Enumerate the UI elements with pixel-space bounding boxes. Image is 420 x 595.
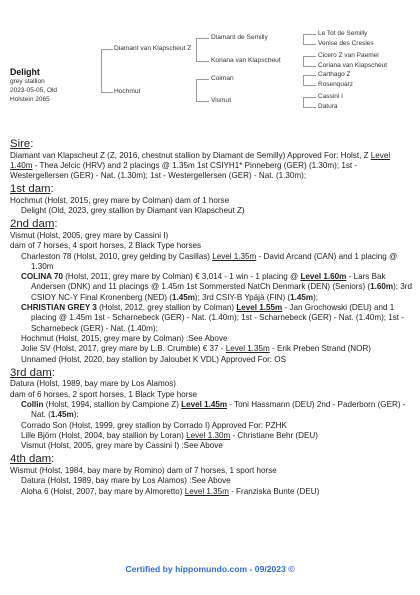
ped-line xyxy=(101,49,113,50)
ped-sdd: Coriana van Klapscheut xyxy=(318,62,388,69)
offspring-aloha: Aloha 6 (Holst, 2007, bay mare by Almoretto) Level 1.35m - Franziska Bunte (DEU) xyxy=(21,486,320,496)
ped-line xyxy=(101,49,102,93)
level-link[interactable]: Level 1.55m xyxy=(236,303,283,313)
certified-footer[interactable]: Certified by hippomundo.com - 09/2023 © xyxy=(125,564,295,574)
horse-description: grey stallion xyxy=(10,78,45,85)
level-link[interactable]: Level 1.35m xyxy=(184,486,229,496)
section-sire-heading: Sire: xyxy=(10,138,34,150)
ped-sire: Diamant van Klapscheut Z xyxy=(114,45,192,52)
ped-dam-sire: Colman xyxy=(211,75,234,82)
dam2-summary: dam of 7 horses, 4 sport horses, 2 Black Type horses xyxy=(10,241,202,251)
ped-dam-dam: Vismut xyxy=(211,97,232,104)
ped-line xyxy=(196,38,197,62)
level-link[interactable]: Level 1.35m xyxy=(212,251,257,261)
dam1-line: Hochmut (Holst, 2015, grey mare by Colman) dam of 1 horse xyxy=(10,195,230,205)
ped-line xyxy=(303,34,316,35)
ped-line xyxy=(303,56,316,57)
level-link[interactable]: Level 1.60m xyxy=(300,272,347,282)
ped-sss: Le Tot de Semilly xyxy=(318,30,368,37)
ped-line xyxy=(196,38,209,39)
ped-sds: Cicero Z van Paemel xyxy=(318,52,379,59)
horse-name: Delight xyxy=(10,67,40,77)
ped-dam: Hochmut xyxy=(114,88,141,95)
ped-line xyxy=(303,75,316,76)
level-link[interactable]: Level 1.45m xyxy=(181,399,228,409)
sire-record: Diamant van Klapscheut Z (Z, 2016, chestnut stallion by Diamant de Semilly) Approved For: Holst, Z Level 1.40m - Thea Jelcic (HRV) and 2 placings @ 1.35m 1st CSIYH1* Pinneberg (GER) (1.30m); 1st - Westergellersen (GER) - Nat. (1.30m); 1st - Westergellersen (GER) - Nat. (1.30m); xyxy=(10,150,391,181)
level-link[interactable]: Level 1.35m xyxy=(225,344,270,354)
section-dam4-heading: 4th dam: xyxy=(10,453,55,466)
ped-dsd: Rosenquarz xyxy=(318,81,354,88)
dam2-line: Vismut (Holst, 2005, grey mare by Cassini I) xyxy=(10,230,169,240)
ped-line xyxy=(303,85,316,86)
ped-line xyxy=(196,79,209,80)
ped-dss: Carthago Z xyxy=(318,71,351,78)
offspring-corrado: Corrado Son (Holst, 1999, grey stallion by Corrado I) Approved For: PZHK xyxy=(21,420,287,430)
ped-ssd: Venise des Cresles xyxy=(318,40,374,47)
offspring-jolie: Jolie SV (Holst, 2017, grey mare by L.B. Crumble) € 37 - Level 1.35m - Erik Preben Strand (NOR) xyxy=(21,344,371,354)
offspring-datura: Datura (Holst, 1989, bay mare by Los Alamos) :See Above xyxy=(21,476,231,486)
ped-sire-dam: Koriana van Klapscheut xyxy=(211,57,281,64)
offspring-charleston: Charleston 78 (Holst, 2010, grey gelding by Casillas) Level 1.35m - David Arcand (CAN) and 1 placing @ 1.30m xyxy=(21,251,398,271)
offspring-lille: Lille Björn (Holst, 2004, bay stallion by Loran) Level 1.30m - Christiane Behr (DEU) xyxy=(21,430,318,440)
ped-line xyxy=(196,101,209,102)
section-dam1-heading: 1st dam: xyxy=(10,183,54,196)
ped-line xyxy=(303,97,316,98)
dam3-line: Datura (Holst, 1989, bay mare by Los Alamos) xyxy=(10,379,176,389)
ped-line xyxy=(303,44,316,45)
dam3-summary: dam of 6 horses, 2 sport horses, 1 Black Type horse xyxy=(10,389,198,399)
offspring-unnamed: Unnamed (Holst, 2020, bay stallion by Jaloubet K VDL) Approved For: OS xyxy=(21,354,286,364)
horse-born: 2023-05-05, Old xyxy=(10,87,57,94)
ped-line xyxy=(196,79,197,102)
ped-line xyxy=(303,66,316,67)
offspring-hochmut: Hochmut (Holst, 2015, grey mare by Colman) :See Above xyxy=(21,333,228,343)
ped-line xyxy=(196,61,209,62)
section-dam3-heading: 3rd dam: xyxy=(10,366,55,379)
offspring-vismut: Vismut (Holst, 2005, grey mare by Cassini I) :See Above xyxy=(21,441,223,451)
offspring-colina: COLINA 70 (Holst, 2011, grey mare by Colman) € 3,014 - 1 win - 1 placing @ Level 1.60m - Lars Bak Andersen (DNK) and 11 placings @ 1.45m 1st Sommersted NatCh Denmark (DEN) (Seniors) (1.60m); 3rd CSIOY NC-Y Final Kronenberg (NED) (1.45m); 3rd CSIY-B Ypäjä (FIN) (1.45m); xyxy=(21,272,412,302)
section-dam2-heading: 2nd dam: xyxy=(10,218,58,231)
dam1-offspring: Delight (Old, 2023, grey stallion by Diamant van Klapscheut Z) xyxy=(21,206,245,216)
ped-sire-sire: Diamant de Semilly xyxy=(211,34,268,41)
level-link[interactable]: Level 1.30m xyxy=(186,430,231,440)
ped-dds: Cassini I xyxy=(318,93,343,100)
dam4-line: Wismut (Holst, 1984, bay mare by Romino) dam of 7 horses, 1 sport horse xyxy=(10,465,277,475)
level-link[interactable]: Level 1.40m xyxy=(10,150,391,170)
ped-line xyxy=(101,92,113,93)
ped-line xyxy=(303,107,316,108)
offspring-christian-grey: CHRISTIAN GREY 3 (Holst, 2012, grey stallion by Colman) Level 1.55m - Jan Grochowski (DEU) and 1 placing @ 1.45m 1st - Scharnebeck (GER) - Nat. (1.40m); 1st - Scharnebeck (GER) - Nat. (1.40m); 1st - Scharnebeck (GER) - Nat. (1.40m); xyxy=(21,303,405,333)
family-record xyxy=(10,136,412,497)
ped-ddd: Datura xyxy=(318,103,338,110)
offspring-collin: Collin (Holst, 1994, stallion by Campione Z) Level 1.45m - Toni Hassmann (DEU) 2nd - Paderborn (GER) - Nat. (1.45m); xyxy=(21,399,406,420)
horse-breeder: Holstein 2065 xyxy=(10,96,50,103)
